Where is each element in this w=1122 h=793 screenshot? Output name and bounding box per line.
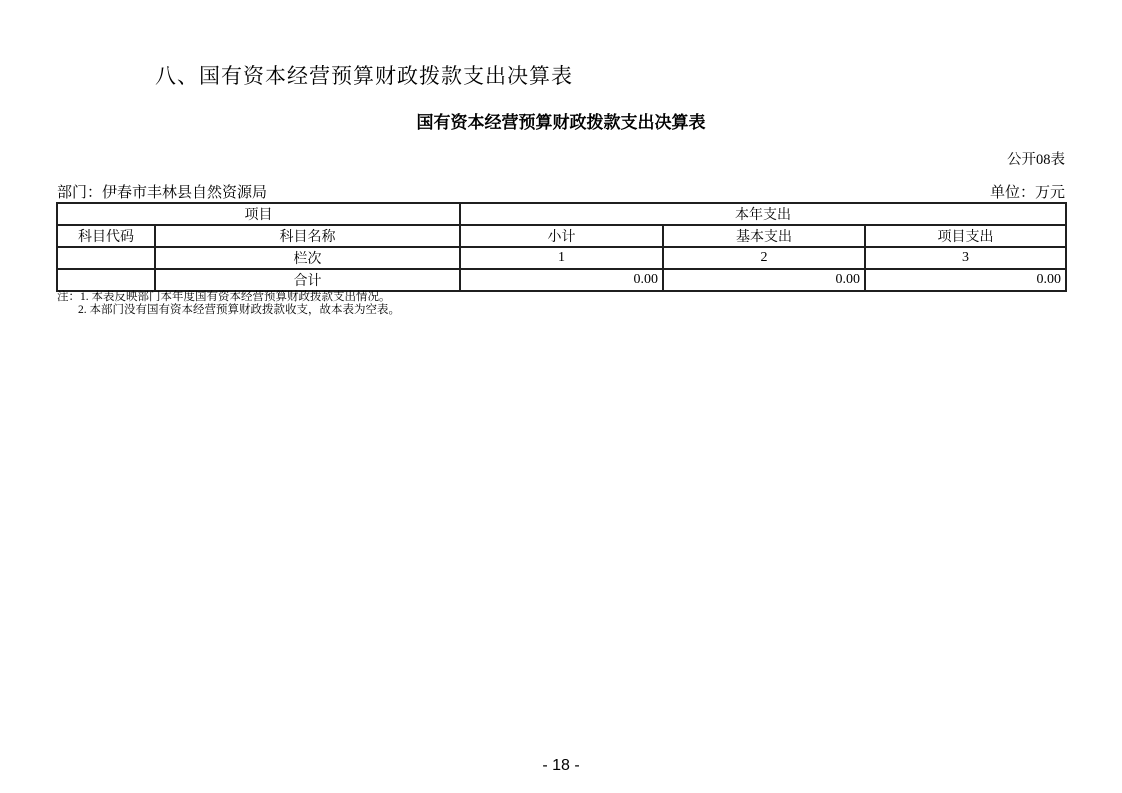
page-number: - 18 -: [542, 757, 580, 774]
index-row-label: 栏次: [155, 247, 460, 269]
total-row-code-cell: [57, 269, 155, 291]
index-row-value-2: 2: [663, 247, 865, 269]
note-line-2: 2. 本部门没有国有资本经营预算财政拨款收支，故本表为空表。: [78, 303, 400, 316]
column-header-subject-name: 科目名称: [155, 225, 460, 247]
table-notes: [57, 291, 400, 316]
total-row-label: 合计: [155, 269, 460, 291]
column-header-basic-expenditure: 基本支出: [663, 225, 865, 247]
section-heading: 八、国有资本经营预算财政拨款支出决算表: [155, 65, 573, 88]
column-header-subtotal: 小计: [460, 225, 663, 247]
total-subtotal-value: 0.00: [460, 269, 663, 291]
form-code-label: 公开08表: [1007, 152, 1065, 168]
unit-label: 单位：万元: [989, 185, 1065, 201]
table-group-header-row: [57, 203, 1066, 225]
total-basic-expenditure-value: 0.00: [663, 269, 865, 291]
department-label: 部门：伊春市丰林县自然资源局: [57, 185, 268, 201]
index-row-value-3: 3: [865, 247, 1066, 269]
table-title: 国有资本经营预算财政拨款支出决算表: [416, 113, 706, 132]
note-line-1: 注：1. 本表反映部门本年度国有资本经营预算财政拨款支出情况。: [57, 291, 391, 303]
table-meta-line: [57, 181, 1065, 202]
column-header-project-expenditure: 项目支出: [865, 225, 1066, 247]
group-header-current-year: 本年支出: [460, 203, 1066, 225]
table-index-row: [57, 247, 1066, 269]
index-row-value-1: 1: [460, 247, 663, 269]
total-project-expenditure-value: 0.00: [865, 269, 1066, 291]
table-column-header-row: [57, 225, 1066, 247]
group-header-project: 项目: [57, 203, 460, 225]
table-total-row: [57, 269, 1066, 291]
index-row-code-cell: [57, 247, 155, 269]
column-header-subject-code: 科目代码: [57, 225, 155, 247]
fiscal-table: [56, 202, 1067, 292]
